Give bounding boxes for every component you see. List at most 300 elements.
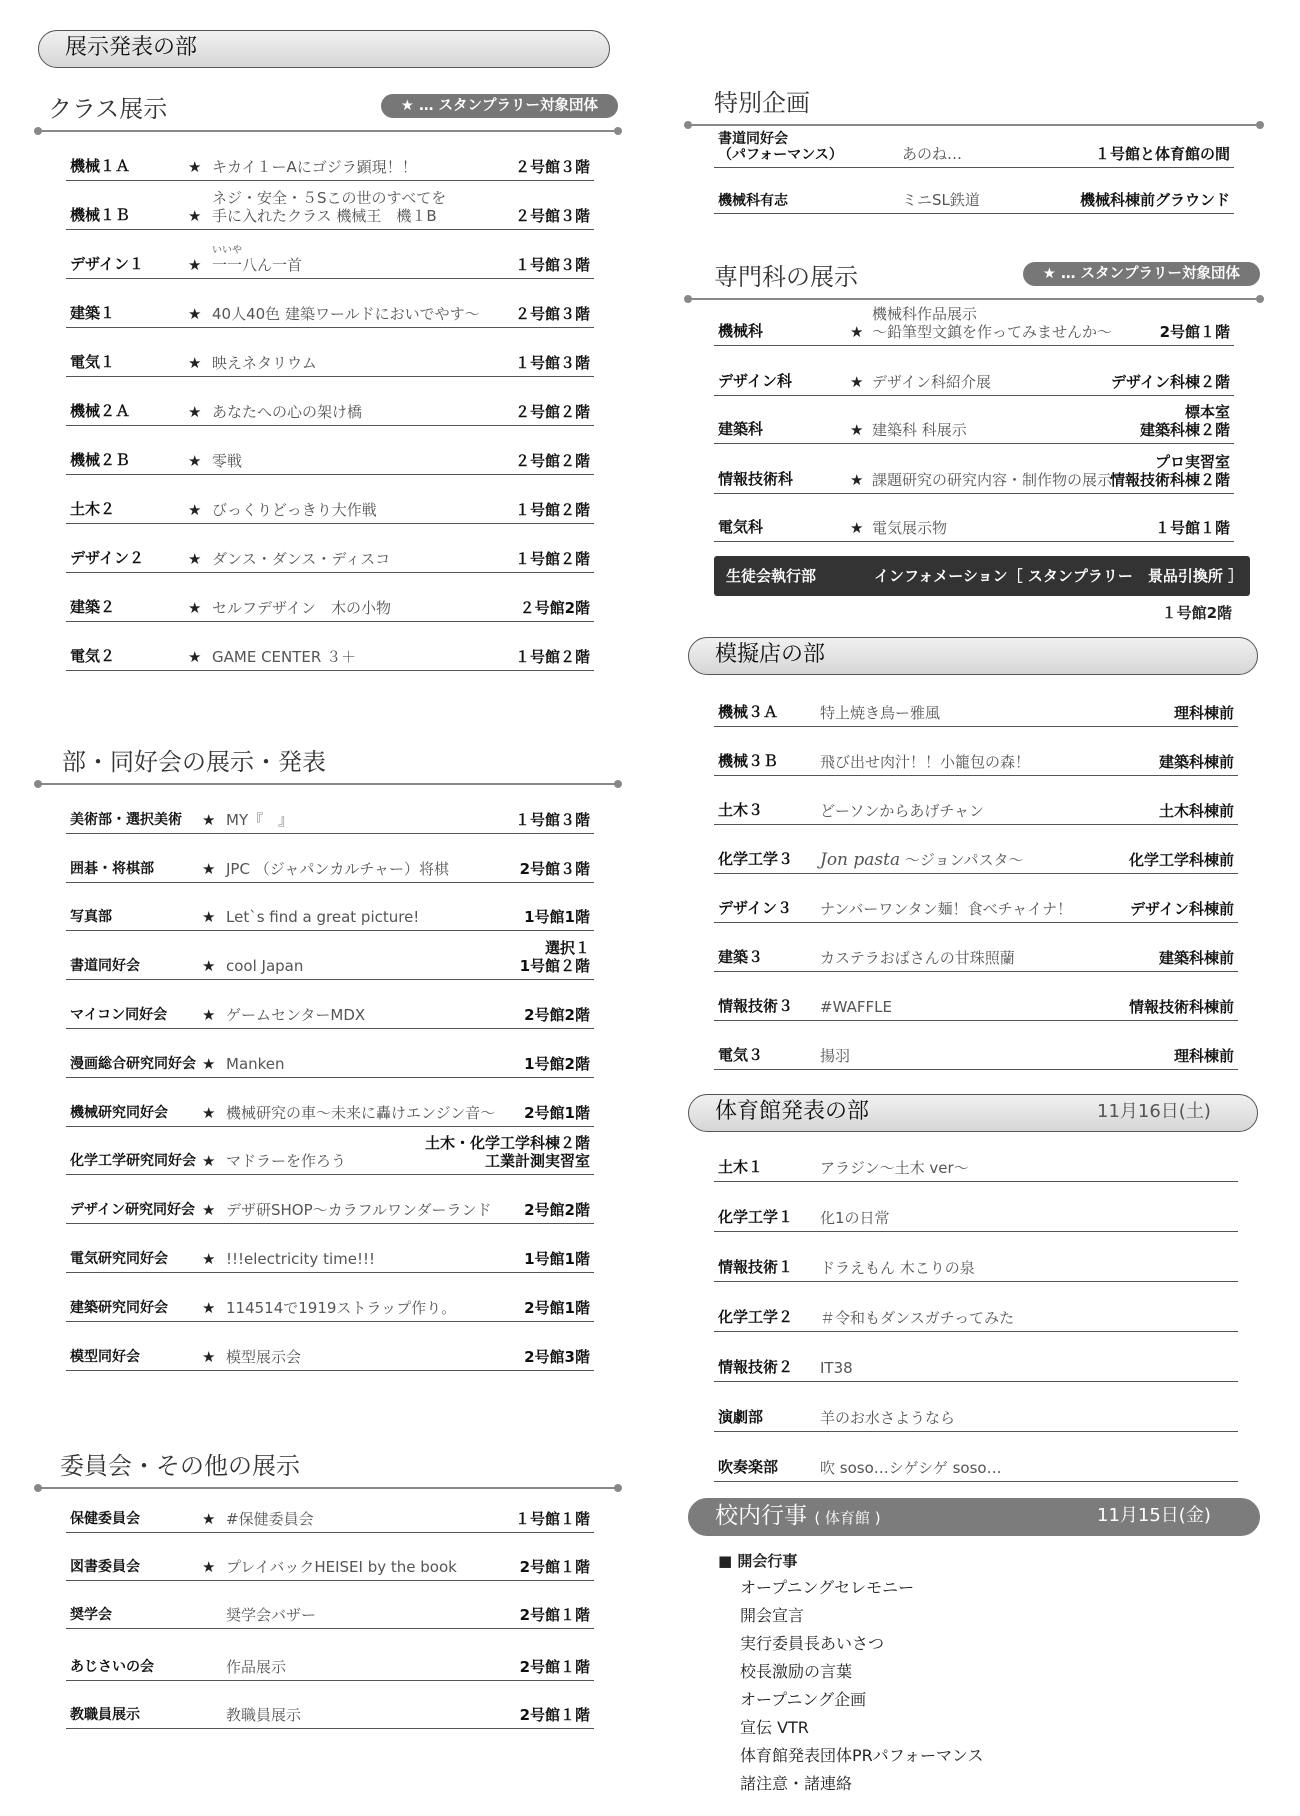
gym-date: 11月16日(土) <box>1097 1101 1211 1122</box>
shop-row-name: 機械３Ｂ <box>718 752 779 770</box>
dept-row-name: 機械科 <box>718 322 764 340</box>
star-icon: ★ <box>188 501 202 519</box>
class-row-place: １号館３階 <box>514 354 590 372</box>
opening-item: 校長激励の言葉 <box>740 1662 853 1681</box>
opening-title: ■ 開会行事 <box>718 1552 798 1570</box>
shop-row-place: 建築科棟前 <box>1158 949 1234 967</box>
club-row-name: 建築研究同好会 <box>70 1299 168 1316</box>
club-row-name: 電気研究同好会 <box>70 1250 168 1267</box>
club-row-place: 土木・化学工学科棟２階 工業計測実習室 <box>424 1134 590 1171</box>
class-row-title <box>212 550 390 568</box>
dept-exhibit-header <box>688 242 1260 300</box>
committee-exhibit-list <box>38 1489 594 1729</box>
title-text: 建築科 科展示 <box>872 421 967 439</box>
star-icon: ★ <box>188 256 202 274</box>
shop-row-name: 電気３ <box>718 1046 764 1064</box>
shop-row <box>714 776 1238 825</box>
title-text: #保健委員会 <box>226 1509 314 1528</box>
star-icon: ★ <box>850 421 864 439</box>
stamp-rally-badge: ★ … スタンプラリー対象団体 <box>381 94 618 118</box>
shop-row <box>714 727 1238 776</box>
club-row-title <box>226 1006 365 1024</box>
class-row-name: 機械２Ａ <box>70 402 131 420</box>
dept-row-name: 建築科 <box>718 420 764 438</box>
gym-row-title <box>820 1209 890 1227</box>
star-icon: ★ <box>188 599 202 617</box>
class-row <box>66 181 594 230</box>
title-text: JPC （ジャパンカルチャー）将棋 <box>226 859 449 878</box>
club-row-title <box>226 1299 456 1317</box>
class-row <box>66 573 594 622</box>
title-text: 電気展示物 <box>872 519 948 537</box>
star-icon: ★ <box>202 1054 216 1073</box>
star-icon: ★ <box>202 1298 216 1317</box>
school-event-section-header <box>688 1498 1260 1536</box>
gym-row <box>714 1182 1238 1232</box>
dept-row-place: デザイン科棟２階 <box>1111 373 1230 391</box>
class-row-title <box>212 245 302 274</box>
school-event-subtitle: ( 体育館 ) <box>814 1509 881 1527</box>
gym-row-name: 情報技術１ <box>718 1258 794 1276</box>
opening-item: 開会宣言 <box>740 1606 805 1625</box>
title-text: あのね… <box>902 145 963 163</box>
shop-row-title <box>820 1047 850 1065</box>
committee-row <box>66 1489 594 1533</box>
class-row <box>66 426 594 475</box>
opening-item: 体育館発表団体PRパフォーマンス <box>740 1746 984 1765</box>
shop-row-name: 機械３Ａ <box>718 703 779 721</box>
club-row <box>66 1273 594 1322</box>
club-row-name: 機械研究同好会 <box>70 1104 168 1121</box>
class-row <box>66 279 594 328</box>
dept-row-title <box>872 373 991 391</box>
shop-row <box>714 825 1238 874</box>
star-icon: ★ <box>202 957 216 976</box>
gym-row-title <box>820 1159 969 1177</box>
dept-row-title <box>872 421 967 439</box>
title-text: プレイバックHEISEI by the book <box>226 1557 457 1576</box>
class-row <box>66 328 594 377</box>
dept-row-place: 標本室 建築科棟２階 <box>1139 403 1230 439</box>
club-row-place: 2号館2階 <box>524 1201 590 1220</box>
club-row-place: 1号館1階 <box>524 908 590 927</box>
committee-row-title <box>226 1510 314 1528</box>
star-icon: ★ <box>188 403 202 421</box>
club-row-place: 2号館３階 <box>519 859 590 878</box>
title-text: 機械科作品展示 〜鉛筆型文鎮を作ってみませんか〜 <box>872 305 1113 341</box>
title-text: 吹 soso…シゲシゲ soso… <box>820 1459 1002 1477</box>
dept-row-name: 情報技術科 <box>718 470 794 488</box>
title-text: 羊のお水さようなら <box>820 1409 956 1427</box>
club-row <box>66 785 594 834</box>
right-column <box>688 80 1260 1798</box>
club-row-name: 写真部 <box>70 909 112 926</box>
gym-row <box>714 1282 1238 1332</box>
gym-row <box>714 1332 1238 1382</box>
club-row <box>66 1322 594 1371</box>
club-row-place: 2号館3階 <box>524 1347 590 1366</box>
committee-row-title <box>226 1658 286 1676</box>
class-exhibit-title: クラス展示 <box>48 95 168 123</box>
star-icon: ★ <box>202 1557 216 1576</box>
shop-row <box>714 1021 1238 1070</box>
title-text: 作品展示 <box>226 1657 287 1676</box>
committee-row-name: あじさいの会 <box>70 1658 154 1675</box>
title-text: あなたへの心の架け橋 <box>212 403 363 421</box>
gym-row-name: 化学工学２ <box>718 1308 794 1326</box>
dept-row <box>714 300 1234 346</box>
title-text: 奨学会バザー <box>226 1605 317 1624</box>
shop-row-name: 建築３ <box>718 948 764 966</box>
gym-row-title <box>820 1259 975 1277</box>
committee-row-name: 保健委員会 <box>70 1510 140 1527</box>
committee-row <box>66 1581 594 1629</box>
class-row-place: ２号館２階 <box>514 452 590 470</box>
special-row-name: 機械科有志 <box>718 193 788 209</box>
shop-row-title <box>820 851 1024 869</box>
class-row-title <box>212 501 377 519</box>
club-row <box>66 1078 594 1127</box>
mock-shop-section-title: 模擬店の部 <box>715 642 826 667</box>
title-text: Let`s find a great picture! <box>226 908 420 927</box>
opening-item: オープニングセレモニー <box>740 1578 915 1597</box>
gym-row <box>714 1132 1238 1182</box>
info-bar-title: インフォメーション［ スタンプラリー 景品引換所 ］ <box>874 567 1244 585</box>
star-icon: ★ <box>188 354 202 372</box>
special-row <box>714 126 1234 168</box>
class-row <box>66 377 594 426</box>
class-row <box>66 524 594 573</box>
dept-row-title <box>872 305 1112 341</box>
club-row-place: 2号館2階 <box>524 1005 590 1024</box>
gym-row-title <box>820 1409 955 1427</box>
title-text: Manken <box>226 1054 285 1073</box>
title-text: 機械研究の車〜未来に轟けエンジン音〜 <box>226 1103 496 1122</box>
club-row-place: 2号館1階 <box>524 1298 590 1317</box>
school-event-date: 11月15日(金) <box>1097 1505 1211 1526</box>
star-icon: ★ <box>188 158 202 176</box>
star-icon: ★ <box>850 373 864 391</box>
star-icon: ★ <box>202 1152 216 1171</box>
title-text: !!!electricity time!!! <box>226 1249 375 1268</box>
class-row-name: 電気１ <box>70 353 116 371</box>
shop-row-name: 土木３ <box>718 801 764 819</box>
title-text: マドラーを作ろう <box>226 1152 347 1171</box>
club-exhibit-header <box>38 729 618 785</box>
star-icon: ★ <box>850 471 864 489</box>
star-icon: ★ <box>202 908 216 927</box>
club-row <box>66 1127 594 1176</box>
special-header <box>688 80 1260 126</box>
special-row-name: 書道同好会 （パフォーマンス） <box>718 131 843 163</box>
class-row-name: 機械２Ｂ <box>70 451 131 469</box>
class-row-place: ２号館３階 <box>514 207 590 225</box>
committee-row <box>66 1681 594 1729</box>
club-exhibit-title: 部・同好会の展示・発表 <box>62 748 326 776</box>
club-exhibit-list <box>38 785 594 1371</box>
shop-row-place: デザイン科棟前 <box>1130 900 1234 918</box>
shop-row-name: デザイン３ <box>718 899 792 917</box>
club-row-place: １号館３階 <box>514 810 590 829</box>
title-text: ネジ・安全・５Sこの世のすべてを 手に入れたクラス 機械王 機１B <box>212 189 447 225</box>
special-list <box>688 126 1234 214</box>
club-row <box>66 931 594 980</box>
class-row <box>66 622 594 671</box>
info-bar-place: １号館2階 <box>1161 604 1232 622</box>
class-row-name: デザイン２ <box>70 549 144 567</box>
title-text: 揚羽 <box>820 1047 851 1065</box>
star-icon: ★ <box>188 648 202 666</box>
dept-row-place: プロ実習室 情報技術科棟２階 <box>1109 453 1230 489</box>
gym-row <box>714 1432 1238 1482</box>
club-row-title <box>226 1104 495 1122</box>
class-row-place: ２号館２階 <box>514 403 590 421</box>
class-row <box>66 475 594 524</box>
special-row <box>714 168 1234 214</box>
committee-row-title <box>226 1606 316 1624</box>
dept-exhibit-title: 専門科の展示 <box>714 263 858 291</box>
club-row-title <box>226 1348 301 1366</box>
info-bar <box>714 556 1250 596</box>
title-text: どーソンからあげチャン <box>820 802 984 820</box>
committee-row-place: １号館１階 <box>514 1509 590 1528</box>
gym-section-header <box>688 1094 1258 1132</box>
gym-list <box>688 1132 1238 1482</box>
gym-row-name: 演劇部 <box>718 1408 764 1426</box>
committee-row-place: 2号館１階 <box>519 1557 590 1576</box>
dept-row-name: デザイン科 <box>718 372 792 390</box>
shop-row <box>714 972 1238 1021</box>
title-text: ダンス・ダンス・ディスコ <box>212 550 391 568</box>
class-exhibit-list <box>38 132 594 671</box>
title-text: アラジン〜土木 ver〜 <box>820 1159 969 1177</box>
shop-row-place: 土木科棟前 <box>1158 802 1234 820</box>
class-row-place: ２号館３階 <box>514 305 590 323</box>
class-row <box>66 230 594 279</box>
title-text: 課題研究の研究内容・制作物の展示 <box>872 471 1113 489</box>
club-row-name: 化学工学研究同好会 <box>70 1153 196 1170</box>
title-text: GAME CENTER ３＋ <box>212 648 357 666</box>
title-text: 零戦 <box>212 452 243 470</box>
class-row-place: １号館３階 <box>514 256 590 274</box>
class-exhibit-header <box>38 80 618 132</box>
exhibit-section-header <box>38 30 610 68</box>
star-icon: ★ <box>188 207 202 225</box>
shop-row-place: 建築科棟前 <box>1158 753 1234 771</box>
star-icon: ★ <box>850 519 864 537</box>
class-row-place: １号館２階 <box>514 550 590 568</box>
star-icon: ★ <box>202 859 216 878</box>
club-row-name: 美術部・選択美術 <box>70 811 182 828</box>
star-icon: ★ <box>850 323 864 341</box>
shop-row <box>714 874 1238 923</box>
club-row <box>66 834 594 883</box>
opening-item: 諸注意・諸連絡 <box>740 1774 853 1793</box>
star-icon: ★ <box>188 452 202 470</box>
committee-row-title <box>226 1558 457 1576</box>
club-row <box>66 980 594 1029</box>
left-column <box>38 30 618 1729</box>
school-event-title: 校内行事 <box>715 1503 807 1529</box>
title-text: キカイ１ーAにゴジラ顕現！！ <box>212 158 417 176</box>
title-text: デザイン科紹介展 <box>872 373 991 391</box>
special-row-place: １号館と体育館の間 <box>1094 145 1230 163</box>
shop-row-place: 理科棟前 <box>1173 704 1234 722</box>
dept-row-title <box>872 519 947 537</box>
club-row-place: 選択１ 1号館２階 <box>519 939 590 976</box>
class-row-title <box>212 452 242 470</box>
info-bar-name: 生徒会執行部 <box>726 567 817 585</box>
star-icon: ★ <box>202 1509 216 1528</box>
shop-row-title <box>820 753 1030 771</box>
star-icon: ★ <box>202 1347 216 1366</box>
title-text: cool Japan <box>226 957 304 976</box>
dept-row-title <box>872 471 1112 489</box>
title-text: 40人40色 建築ワールドにおいでやす〜 <box>212 305 480 323</box>
gym-row-title <box>820 1459 1002 1477</box>
gym-row-name: 土木１ <box>718 1158 764 1176</box>
mock-shop-list <box>688 675 1238 1070</box>
title-text: カステラおばさんの甘珠照蘭 <box>820 949 1015 967</box>
star-icon: ★ <box>202 810 216 829</box>
shop-row <box>714 923 1238 972</box>
shop-row-title <box>820 704 940 722</box>
title-script: Jon pasta <box>820 850 901 870</box>
class-row-name: デザイン１ <box>70 255 144 273</box>
committee-row-place: 2号館１階 <box>519 1605 590 1624</box>
gym-row <box>714 1382 1238 1432</box>
title-text: びっくりどっきり大作戦 <box>212 501 377 519</box>
title-text: ドラえもん 木こりの泉 <box>820 1259 975 1277</box>
special-title: 特別企画 <box>714 89 810 117</box>
class-row-name: 機械１Ｂ <box>70 206 131 224</box>
shop-row-title <box>820 802 984 820</box>
title-text: 模型展示会 <box>226 1347 302 1366</box>
opening-item-list <box>718 1574 1260 1798</box>
dept-exhibit-list <box>688 300 1234 542</box>
shop-row-place: 理科棟前 <box>1173 1047 1234 1065</box>
club-row-title <box>226 908 419 926</box>
gym-row-name: 吹奏楽部 <box>718 1458 779 1476</box>
club-row-title <box>226 1055 285 1073</box>
club-row-place: 1号館2階 <box>524 1054 590 1073</box>
stamp-rally-badge: ★ … スタンプラリー対象団体 <box>1023 262 1260 286</box>
title-text: 映えネタリウム <box>212 354 317 372</box>
shop-row-place: 化学工学科棟前 <box>1128 851 1234 869</box>
shop-row-name: 化学工学３ <box>718 850 794 868</box>
gym-row-title <box>820 1309 1014 1327</box>
title-text: 特上焼き鳥ー雅風 <box>820 704 941 722</box>
class-row-place: ２号館３階 <box>514 158 590 176</box>
club-row <box>66 1029 594 1078</box>
title-text: 〜ジョンパスタ〜 <box>900 851 1024 869</box>
class-row-title <box>212 403 362 421</box>
dept-row <box>714 494 1234 542</box>
opening-item: オープニング企画 <box>740 1690 867 1709</box>
club-row-place: 1号館1階 <box>524 1249 590 1268</box>
star-icon: ★ <box>188 550 202 568</box>
dept-row-place: １号館１階 <box>1154 519 1230 537</box>
star-icon: ★ <box>202 1005 216 1024</box>
title-text: セルフデザイン 木の小物 <box>212 599 391 617</box>
class-row-name: 電気２ <box>70 647 116 665</box>
special-row-place: 機械科棟前グラウンド <box>1079 191 1230 209</box>
title-text: #WAFFLE <box>820 998 892 1016</box>
shop-row-place: 情報技術科棟前 <box>1128 998 1234 1016</box>
gym-row-title <box>820 1359 853 1377</box>
title-text: ミニSL鉄道 <box>902 191 980 209</box>
dept-row <box>714 396 1234 444</box>
class-row-title <box>212 354 317 372</box>
class-row-title <box>212 305 480 323</box>
committee-exhibit-title: 委員会・その他の展示 <box>60 1451 300 1480</box>
title-text: デザ研SHOP〜カラフルワンダーランド <box>226 1201 492 1220</box>
club-row-name: 囲碁・将棋部 <box>70 860 154 877</box>
class-row-name: 建築１ <box>70 304 116 322</box>
dept-row-place: 2号館１階 <box>1159 323 1230 341</box>
class-row <box>66 132 594 181</box>
committee-row-place: 2号館１階 <box>519 1705 590 1724</box>
dept-row <box>714 346 1234 396</box>
dept-row-name: 電気科 <box>718 518 764 536</box>
title-text: 一一八ん一首 <box>212 256 303 274</box>
shop-row-title <box>820 998 892 1016</box>
class-row-name: 建築２ <box>70 598 116 616</box>
dept-row <box>714 444 1234 494</box>
opening-ceremony <box>688 1548 1260 1798</box>
committee-exhibit-header <box>38 1435 618 1489</box>
title-text: IT38 <box>820 1359 853 1377</box>
class-row-title <box>212 158 417 176</box>
gym-row-name: 情報技術２ <box>718 1358 794 1376</box>
committee-row-name: 教職員展示 <box>70 1706 140 1723</box>
title-text: ゲームセンターMDX <box>226 1005 366 1024</box>
title-text: 114514で1919ストラップ作り。 <box>226 1298 457 1317</box>
title-text: 化1の日常 <box>820 1209 890 1227</box>
club-row-name: デザイン研究同好会 <box>70 1202 196 1219</box>
gym-section-title: 体育館発表の部 <box>715 1099 870 1124</box>
gym-row <box>714 1232 1238 1282</box>
club-row-title <box>226 860 449 878</box>
gym-row-name: 化学工学１ <box>718 1208 794 1226</box>
title-text: 飛び出せ肉汁！！小籠包の森！ <box>820 753 1031 771</box>
opening-item: 実行委員長あいさつ <box>740 1634 885 1653</box>
class-row-title <box>212 648 356 666</box>
class-row-name: 土木２ <box>70 500 116 518</box>
committee-row-title <box>226 1706 301 1724</box>
star-icon: ★ <box>202 1103 216 1122</box>
title-text: ＃令和もダンスガチってみた <box>820 1309 1015 1327</box>
star-icon: ★ <box>188 305 202 323</box>
committee-row-name: 図書委員会 <box>70 1558 140 1575</box>
class-row-title <box>212 189 446 225</box>
committee-row-place: 2号館１階 <box>519 1657 590 1676</box>
title-text: 教職員展示 <box>226 1705 302 1724</box>
exhibit-section-title: 展示発表の部 <box>65 35 198 60</box>
special-row-title <box>902 145 962 163</box>
committee-row <box>66 1533 594 1581</box>
club-row <box>66 1224 594 1273</box>
club-row-title <box>226 811 293 829</box>
shop-row-title <box>820 900 1072 918</box>
committee-row <box>66 1629 594 1681</box>
star-icon: ★ <box>202 1201 216 1220</box>
title-text: ナンバーワンタン麺！食べチャイナ！ <box>820 900 1073 918</box>
class-row-place: ２号館2階 <box>519 599 590 617</box>
club-row-place: 2号館1階 <box>524 1103 590 1122</box>
title-ruby: いいや <box>212 245 242 256</box>
class-row-title <box>212 599 391 617</box>
